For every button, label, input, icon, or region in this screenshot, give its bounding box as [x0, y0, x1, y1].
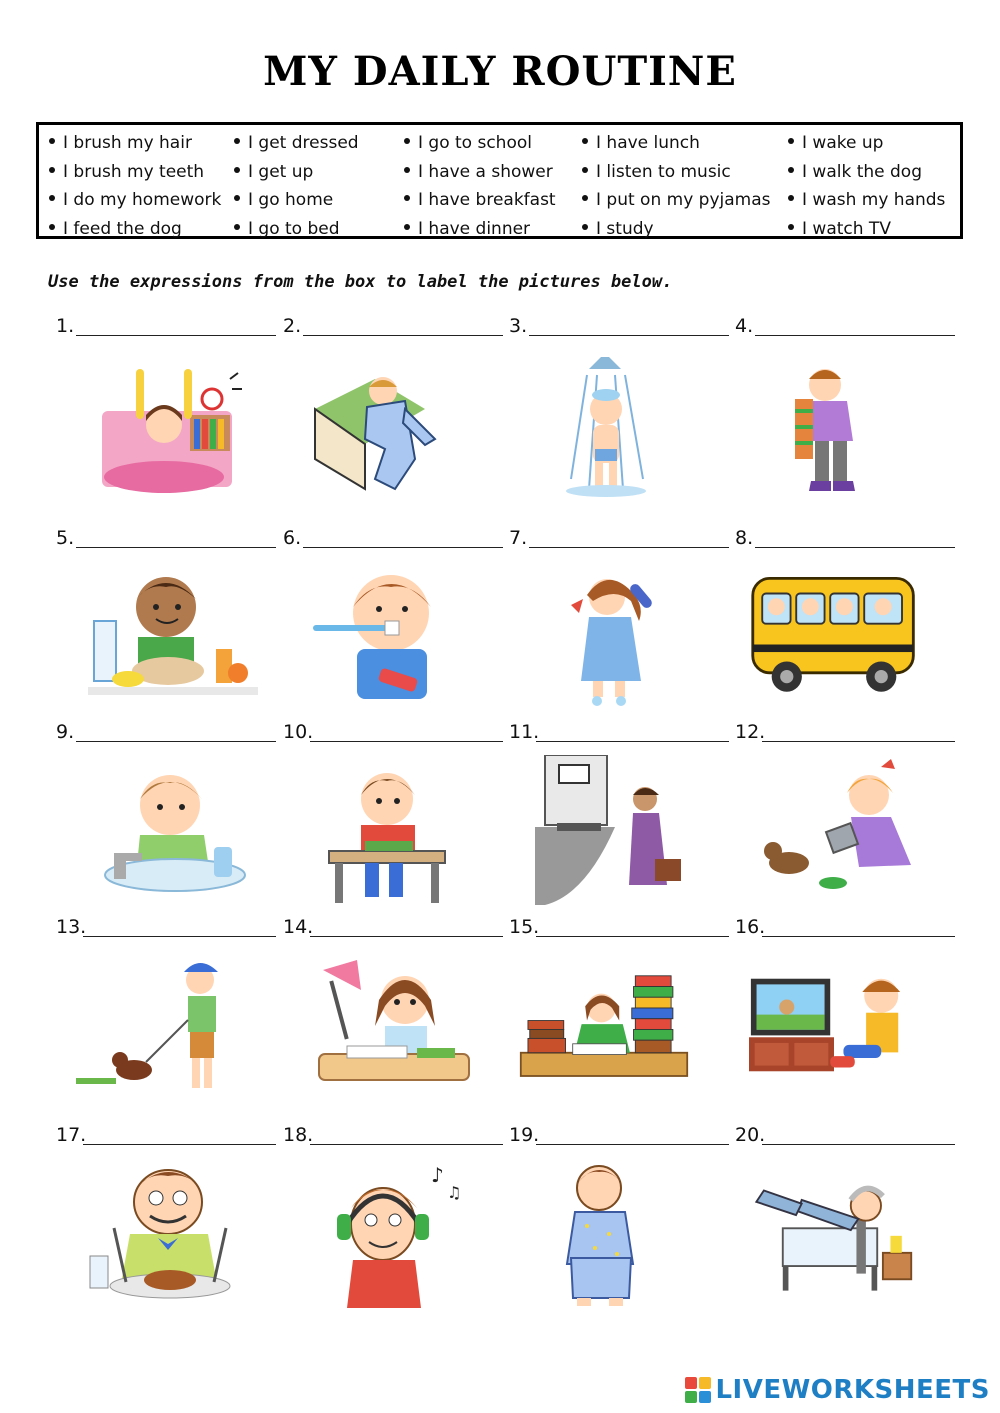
exercise-number: 4.	[735, 315, 754, 337]
answer-line[interactable]	[762, 936, 955, 937]
answer-line[interactable]	[76, 335, 276, 336]
bullet-icon	[49, 138, 55, 144]
picture-girl-feeding-dog	[759, 755, 929, 905]
exercise-number: 11.	[509, 721, 540, 743]
svg-text:♪: ♪	[431, 1163, 444, 1187]
word-bank-item: I put on my pyjamas	[582, 186, 770, 215]
exercise-number: 18.	[283, 1124, 314, 1146]
answer-line[interactable]	[762, 1144, 955, 1145]
bullet-icon	[404, 138, 410, 144]
bullet-icon	[404, 224, 410, 230]
exercise-number: 7.	[509, 527, 528, 549]
exercise-number: 14.	[283, 916, 314, 938]
brand-name: LIVEWORKSHEETS	[715, 1375, 990, 1405]
bullet-icon	[582, 224, 588, 230]
word-bank-item: I study	[582, 215, 770, 244]
word-bank-item: I get up	[234, 158, 359, 187]
bullet-icon	[788, 167, 794, 173]
picture-girl-waking-up	[94, 349, 264, 499]
exercise-number: 1.	[56, 315, 75, 337]
answer-line[interactable]	[755, 335, 955, 336]
word-bank-column-2	[234, 129, 359, 243]
word-bank-item: I have breakfast	[404, 186, 556, 215]
word-bank-item: I have a shower	[404, 158, 556, 187]
word-bank-item: I watch TV	[788, 215, 945, 244]
picture-boy-listening-music	[323, 1158, 493, 1308]
word-bank-item: I have lunch	[582, 129, 770, 158]
answer-line[interactable]	[76, 547, 276, 548]
answer-line[interactable]	[76, 741, 276, 742]
bullet-icon	[234, 138, 240, 144]
word-bank-item: I get dressed	[234, 129, 359, 158]
picture-boy-washing-hands	[80, 755, 250, 905]
answer-line[interactable]	[529, 547, 729, 548]
bullet-icon	[788, 224, 794, 230]
picture-girl-going-home	[535, 755, 705, 905]
answer-line[interactable]	[762, 741, 955, 742]
exercise-number: 19.	[509, 1124, 540, 1146]
page-title: MY DAILY ROUTINE	[263, 48, 737, 95]
exercise-number: 6.	[283, 527, 302, 549]
word-bank-column-4	[582, 129, 770, 243]
picture-boy-walking-dog	[76, 950, 246, 1100]
answer-line[interactable]	[303, 547, 503, 548]
picture-boy-getting-up	[305, 349, 475, 499]
exercise-number: 3.	[509, 315, 528, 337]
bullet-icon	[49, 224, 55, 230]
answer-line[interactable]	[310, 1144, 503, 1145]
picture-girl-studying	[519, 950, 689, 1100]
word-bank-item: I walk the dog	[788, 158, 945, 187]
word-bank-item: I brush my teeth	[49, 158, 221, 187]
word-bank-item: I do my homework	[49, 186, 221, 215]
answer-line[interactable]	[536, 1144, 729, 1145]
word-bank-item: I go to school	[404, 129, 556, 158]
bullet-icon	[49, 167, 55, 173]
picture-boy-watching-tv	[749, 950, 919, 1100]
word-bank-item: I wake up	[788, 129, 945, 158]
picture-girl-homework	[317, 950, 487, 1100]
picture-boy-breakfast	[88, 561, 258, 711]
answer-line[interactable]	[529, 335, 729, 336]
word-bank-box	[36, 122, 963, 239]
exercise-number: 10.	[283, 721, 314, 743]
picture-child-shower	[531, 349, 701, 499]
answer-line[interactable]	[83, 1144, 276, 1145]
picture-boy-pyjamas	[533, 1158, 703, 1308]
answer-line[interactable]	[83, 936, 276, 937]
word-bank-item: I feed the dog	[49, 215, 221, 244]
answer-line[interactable]	[310, 741, 503, 742]
bullet-icon	[404, 195, 410, 201]
word-bank-item: I brush my hair	[49, 129, 221, 158]
instruction-text: Use the expressions from the box to label the pictures below.	[48, 272, 673, 292]
bullet-icon	[582, 138, 588, 144]
answer-line[interactable]	[303, 335, 503, 336]
bullet-icon	[788, 138, 794, 144]
bullet-icon	[234, 167, 240, 173]
exercise-number: 16.	[735, 916, 766, 938]
answer-line[interactable]	[536, 741, 729, 742]
exercise-number: 12.	[735, 721, 766, 743]
answer-line[interactable]	[310, 936, 503, 937]
word-bank-column-3	[404, 129, 556, 243]
word-bank-item: I have dinner	[404, 215, 556, 244]
brand-footer	[685, 1375, 990, 1405]
exercise-number: 8.	[735, 527, 754, 549]
picture-school-bus	[749, 561, 919, 711]
bullet-icon	[404, 167, 410, 173]
picture-man-dinner	[86, 1158, 256, 1308]
exercise-number: 20.	[735, 1124, 766, 1146]
picture-boy-brushing-teeth	[313, 561, 483, 711]
exercise-number: 17.	[56, 1124, 87, 1146]
answer-line[interactable]	[536, 936, 729, 937]
picture-man-going-to-bed	[745, 1158, 915, 1308]
liveworksheets-logo-icon	[685, 1377, 711, 1403]
word-bank-column-5	[788, 129, 945, 243]
bullet-icon	[234, 224, 240, 230]
word-bank-item: I listen to music	[582, 158, 770, 187]
exercise-number: 9.	[56, 721, 75, 743]
bullet-icon	[582, 195, 588, 201]
word-bank-item: I wash my hands	[788, 186, 945, 215]
bullet-icon	[788, 195, 794, 201]
picture-girl-brushing-hair	[535, 561, 705, 711]
bullet-icon	[582, 167, 588, 173]
exercise-number: 5.	[56, 527, 75, 549]
word-bank-column-1	[49, 129, 221, 243]
bullet-icon	[234, 195, 240, 201]
picture-boy-getting-dressed	[755, 349, 925, 499]
svg-text:♫: ♫	[447, 1183, 462, 1202]
word-bank-item: I go home	[234, 186, 359, 215]
answer-line[interactable]	[755, 547, 955, 548]
word-bank-item: I go to bed	[234, 215, 359, 244]
exercise-number: 2.	[283, 315, 302, 337]
picture-boy-lunch-at-desk	[325, 755, 495, 905]
exercise-number: 15.	[509, 916, 540, 938]
bullet-icon	[49, 195, 55, 201]
exercise-number: 13.	[56, 916, 87, 938]
